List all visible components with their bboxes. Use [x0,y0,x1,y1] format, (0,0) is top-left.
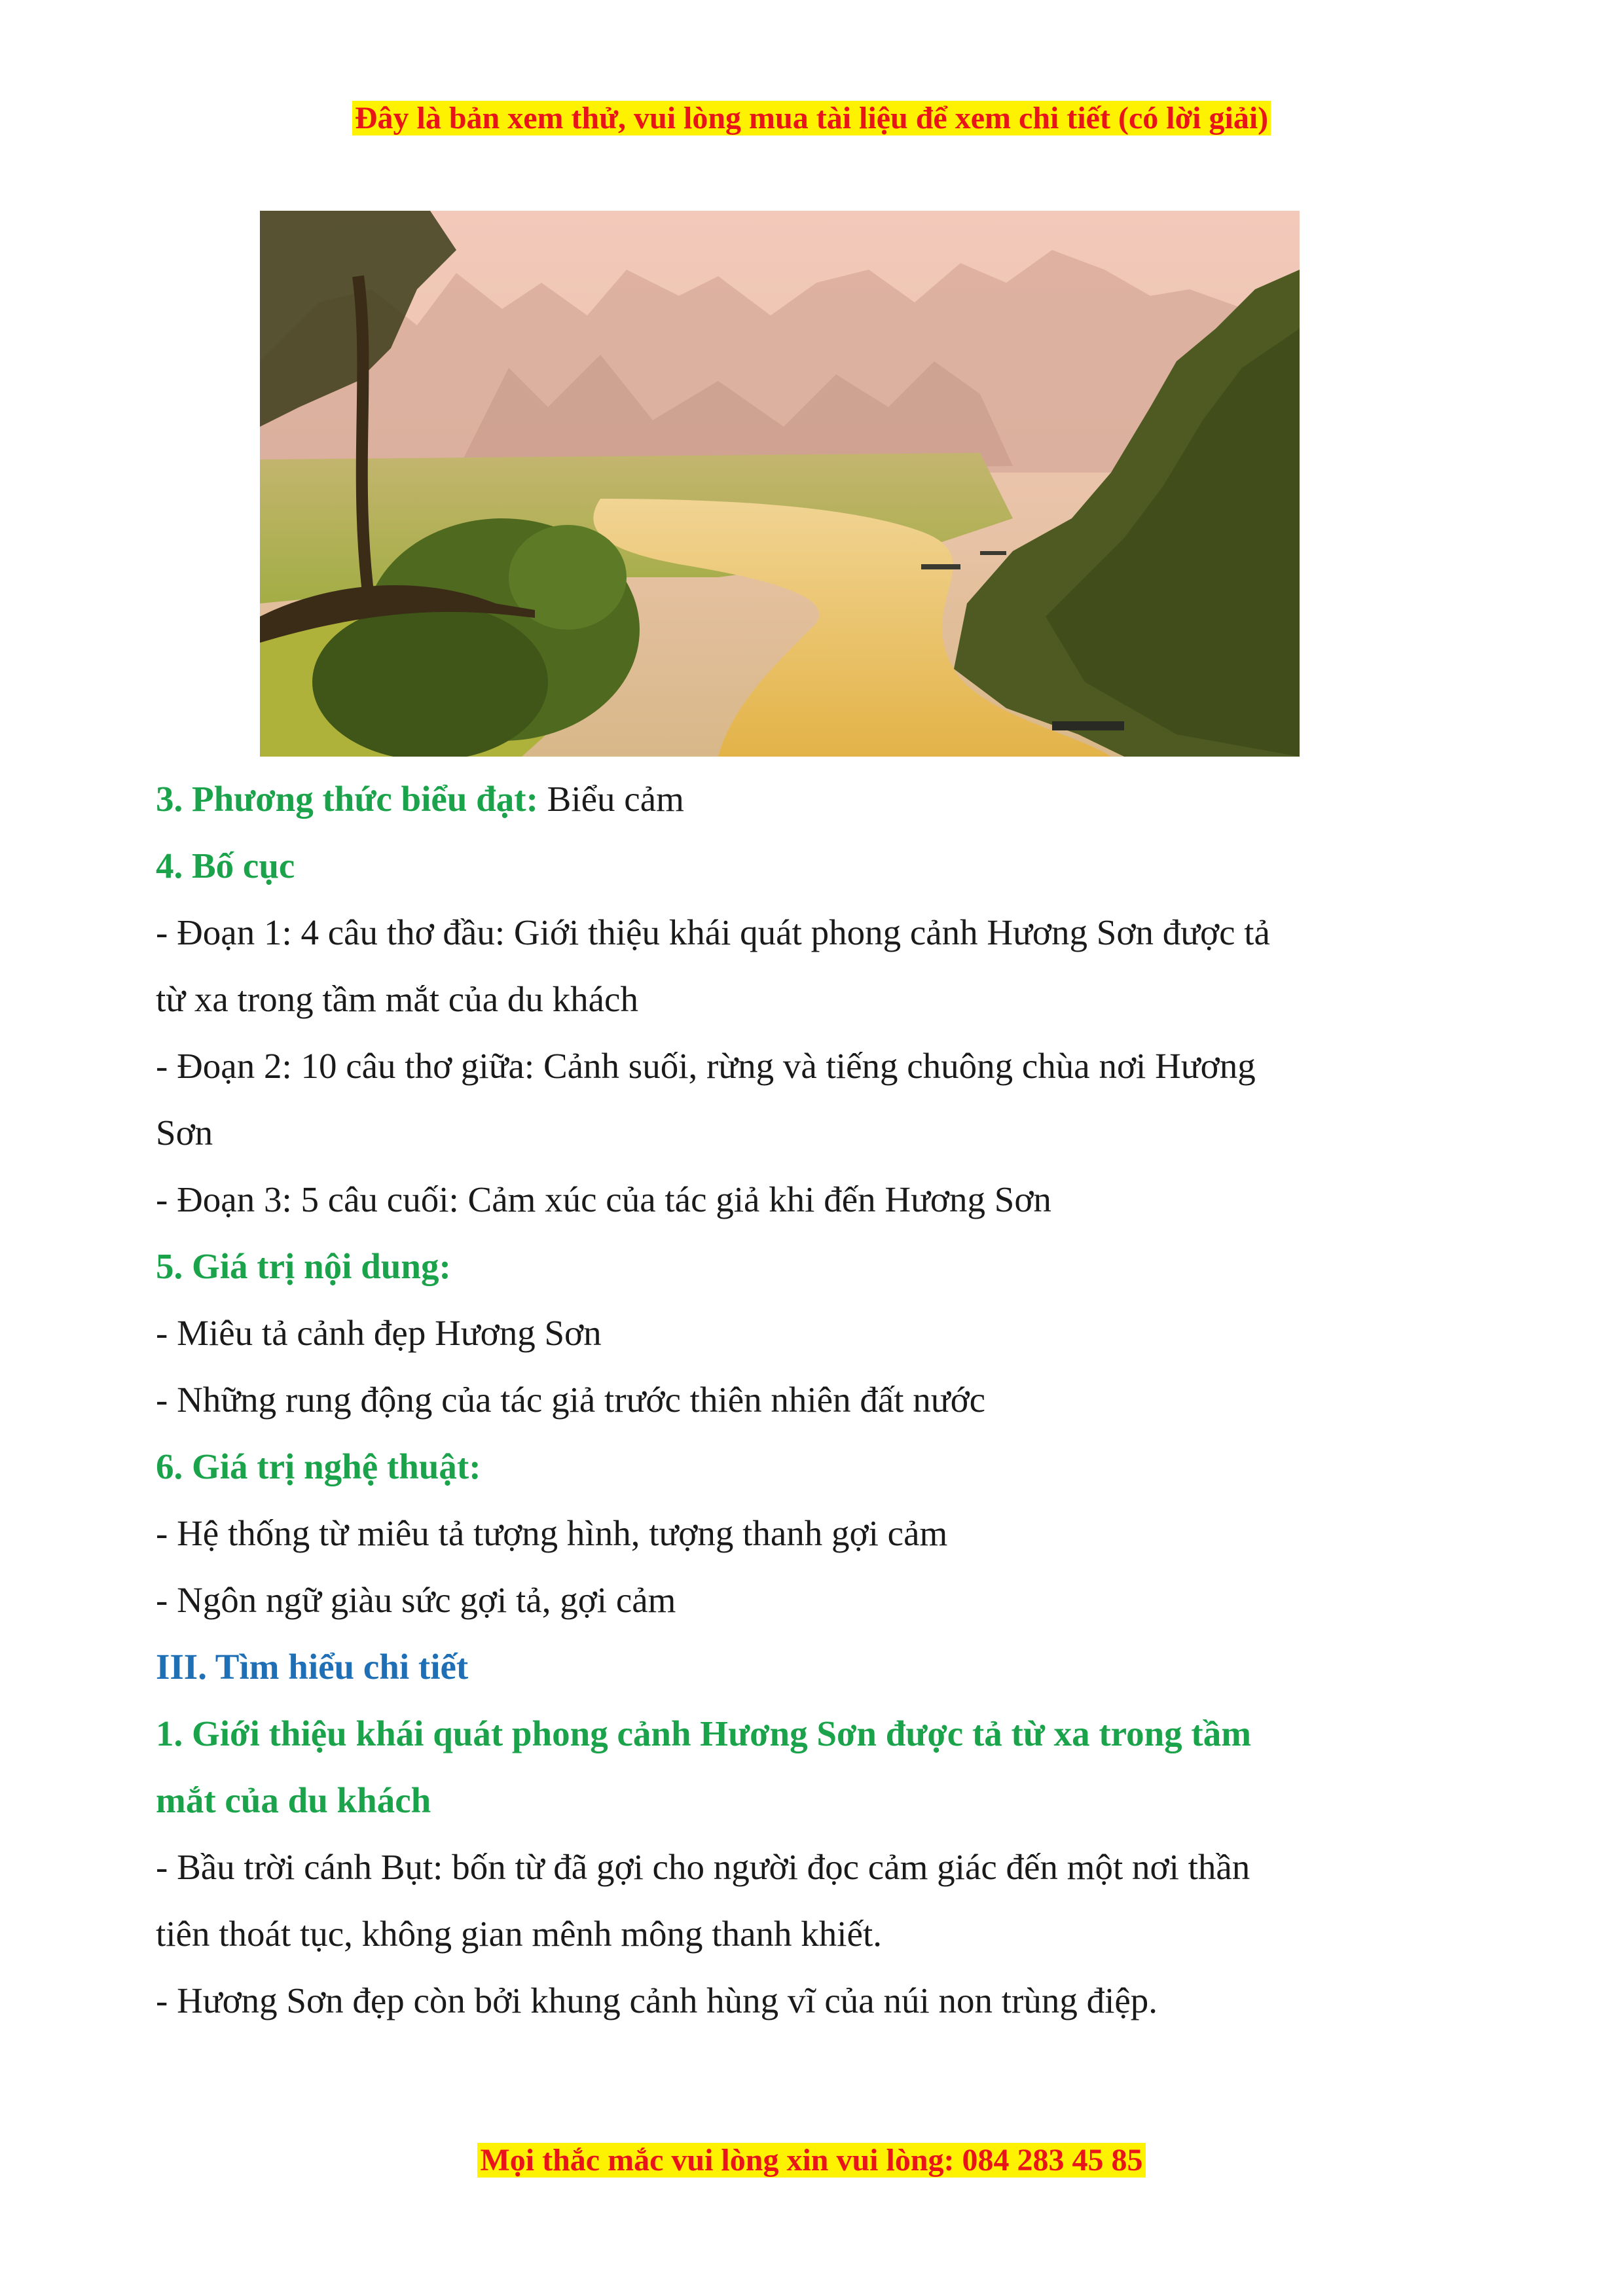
layout-part-1-line-2: từ xa trong tầm mắt của du khách [156,979,638,1019]
detail-1-line-1: - Bầu trời cánh Bụt: bốn từ đã gợi cho người đọc cảm giác đến một nơi thần [156,1847,1250,1887]
art-value-2: - Ngôn ngữ giàu sức gợi tả, gợi cảm [156,1580,676,1620]
art-value-1: - Hệ thống từ miêu tả tượng hình, tượng thanh gợi cảm [156,1513,948,1553]
layout-part-2-line-2: Sơn [156,1113,213,1153]
layout-part-1-line-1: - Đoạn 1: 4 câu thơ đầu: Giới thiệu khái quát phong cảnh Hương Sơn được tả [156,912,1270,952]
method-heading: 3. Phương thức biểu đạt: [156,779,538,819]
contact-text: Mọi thắc mắc vui lòng xin vui lòng: 084 283 45 85 [477,2143,1145,2178]
huong-son-landscape-photo [260,211,1300,757]
detail-1-line-2: tiên thoát tục, không gian mênh mông thanh khiết. [156,1914,882,1954]
detail-heading: III. Tìm hiểu chi tiết [156,1647,469,1687]
content-value-heading: 5. Giá trị nội dung: [156,1246,451,1286]
contact-banner [0,2139,1623,2182]
layout-part-2-line-1: - Đoạn 2: 10 câu thơ giữa: Cảnh suối, rừng và tiếng chuông chùa nơi Hương [156,1046,1256,1086]
preview-notice-text: Đây là bản xem thử, vui lòng mua tài liệu để xem chi tiết (có lời giải) [352,101,1271,135]
content-value-2: - Những rung động của tác giả trước thiên nhiên đất nước [156,1380,986,1420]
method-line [156,766,1419,833]
detail-subheading-line-1: 1. Giới thiệu khái quát phong cảnh Hương Sơn được tả từ xa trong tầm [156,1713,1252,1753]
lesson-content [156,766,1419,2034]
layout-part-3: - Đoạn 3: 5 câu cuối: Cảm xúc của tác giả khi đến Hương Sơn [156,1179,1051,1219]
art-value-heading: 6. Giá trị nghệ thuật: [156,1446,481,1486]
detail-2: - Hương Sơn đẹp còn bởi khung cảnh hùng vĩ của núi non trùng điệp. [156,1981,1158,2020]
layout-heading: 4. Bố cục [156,846,295,886]
detail-subheading-line-2: mắt của du khách [156,1780,431,1820]
method-value: Biểu cảm [538,779,684,819]
preview-notice-banner [0,97,1623,140]
content-value-1: - Miêu tả cảnh đẹp Hương Sơn [156,1313,602,1353]
